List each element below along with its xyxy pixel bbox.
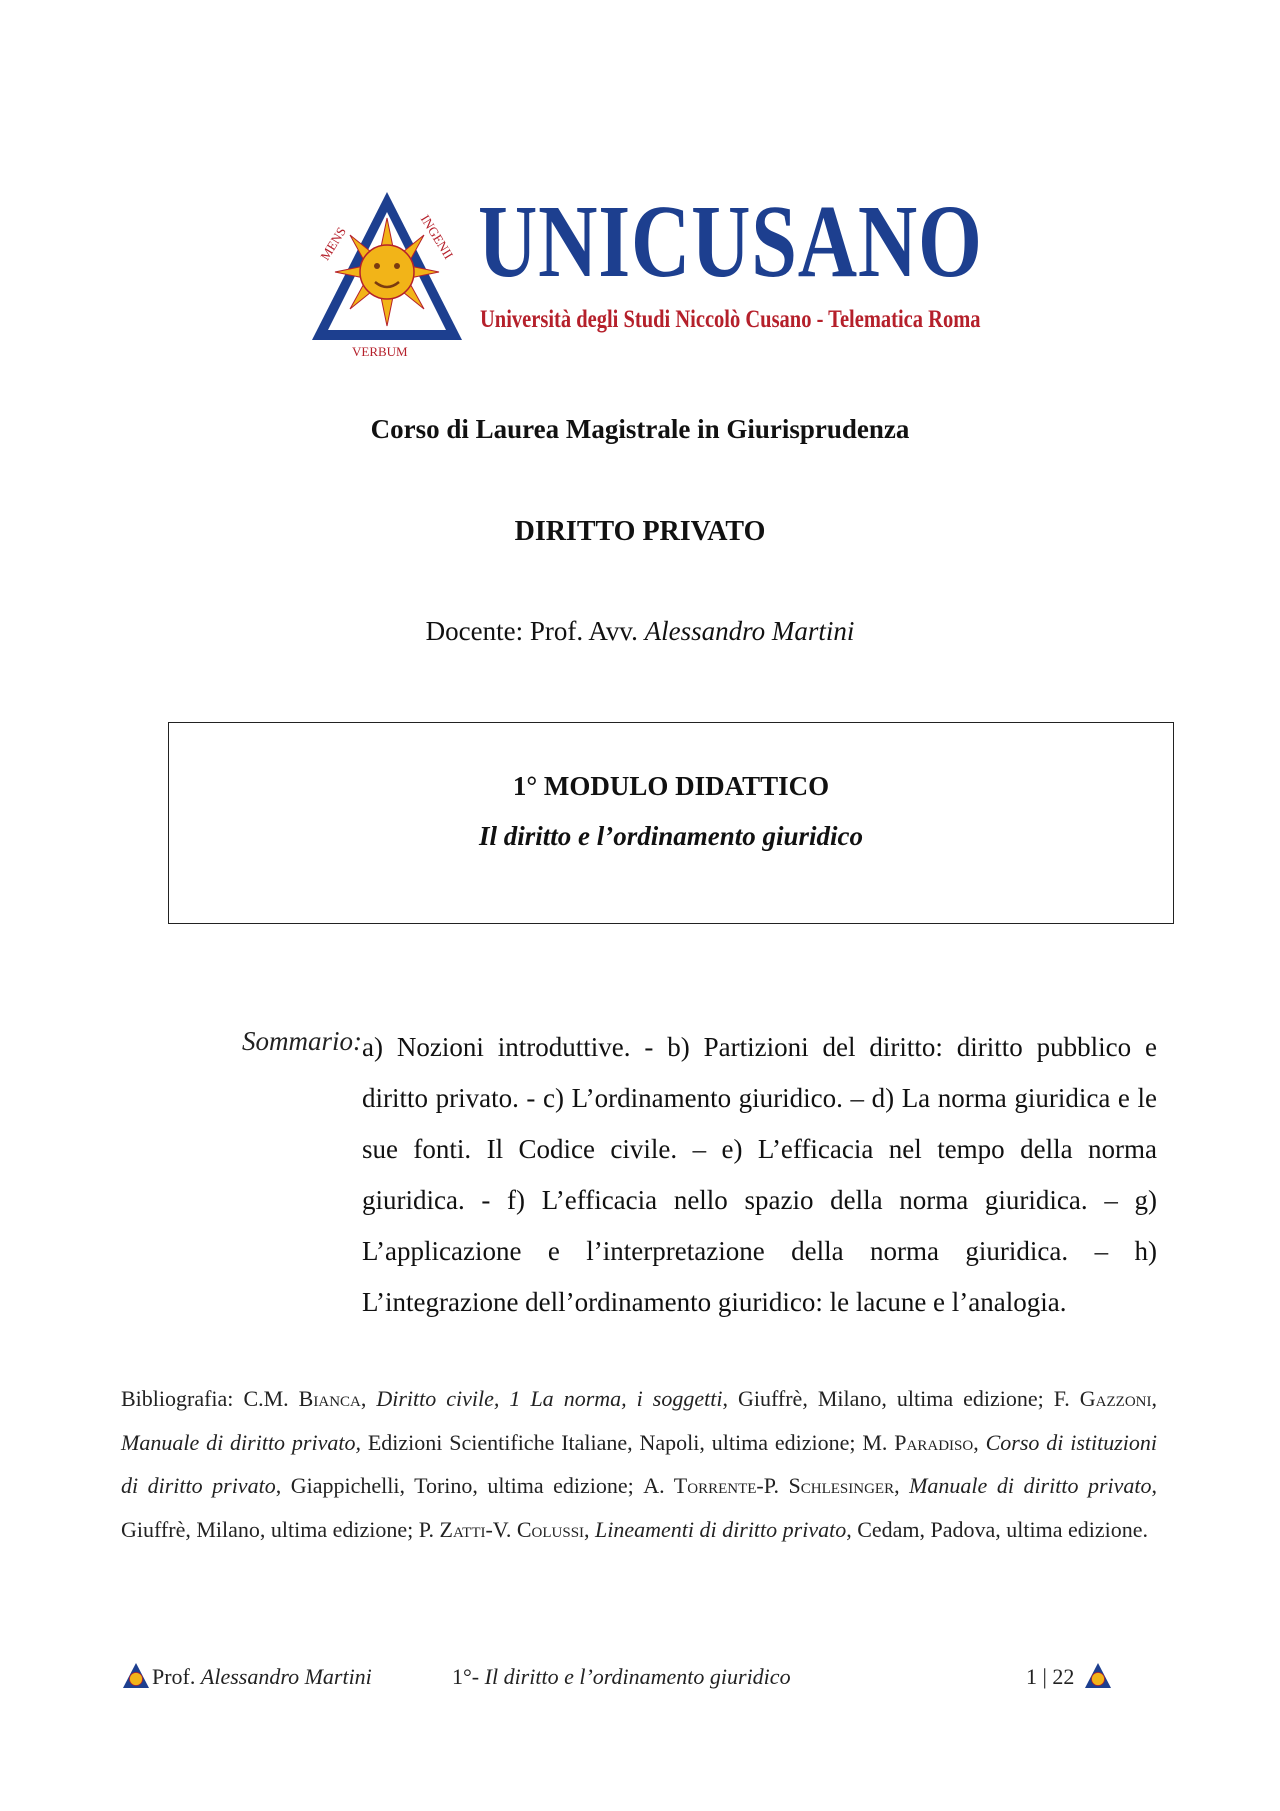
bib-author: F. Gazzoni xyxy=(1053,1386,1152,1411)
bib-author: P. Zatti-V. Colussi xyxy=(418,1516,585,1542)
teacher-prefix: Docente: Prof. Avv. xyxy=(425,616,638,646)
footer-author-prefix: Prof. xyxy=(152,1664,196,1689)
university-emblem-icon xyxy=(310,190,465,365)
bib-entry: A. Torrente-P. Schlesinger, Manuale di diritto privato, Giuffrè, Milano, ultima edizione; xyxy=(121,1473,1158,1542)
module-subtitle: Il diritto e l’ordinamento giuridico xyxy=(478,821,864,851)
bibliography xyxy=(121,1377,1157,1551)
emblem-icon xyxy=(122,1662,150,1690)
logo-subtitle: Università degli Studi Niccolò Cusano - Telematica Roma xyxy=(480,306,981,333)
bib-author: M. Paradiso xyxy=(862,1429,974,1455)
bibliography-label: Bibliografia: xyxy=(121,1386,234,1411)
bib-title: Diritto civile, 1 La norma, i soggetti xyxy=(376,1386,723,1411)
bib-rest: Cedam, Padova, ultima edizione. xyxy=(857,1516,1149,1542)
footer-module-title: Il diritto e l’ordinamento giuridico xyxy=(484,1664,791,1689)
module-box xyxy=(168,722,1174,924)
teacher-line xyxy=(0,616,1280,647)
page-number: 1 | 22 xyxy=(1026,1664,1075,1689)
bib-title: Manuale di diritto privato xyxy=(909,1473,1152,1498)
bib-rest: Giappichelli, Torino, ultima edizione; xyxy=(290,1473,634,1498)
footer-module-prefix: 1°- xyxy=(452,1664,480,1689)
svg-text:INGENII: INGENII xyxy=(417,211,457,262)
bib-author: C.M. Bianca xyxy=(243,1386,361,1411)
course-name: Corso di Laurea Magistrale in Giurisprudenza xyxy=(370,414,910,444)
footer-module xyxy=(452,1664,791,1690)
bib-title: Corso di istituzioni di diritto privato xyxy=(121,1429,1158,1498)
bib-title: Lineamenti di diritto privato xyxy=(595,1516,847,1542)
unicusano-logo xyxy=(310,184,1010,365)
bib-title: Manuale di diritto privato, xyxy=(121,1429,361,1455)
bib-rest: Edizioni Scientifiche Italiane, Napoli, ultima edizione; xyxy=(367,1429,856,1455)
svg-text:VERBUM: VERBUM xyxy=(352,344,408,359)
bib-rest: Giuffrè, Milano, ultima edizione; xyxy=(737,1386,1044,1411)
footer-author xyxy=(152,1664,372,1690)
svg-text:MENS: MENS xyxy=(317,224,350,263)
summary-text: a) Nozioni introduttive. - b) Partizioni del diritto: diritto pubblico e diritto privato. - c) L’ordinamento giuridico. – d) La norma giuridica e le sue fonti. Il Codice civile. – e) L’efficacia nel tempo della norma giuridica. - f) L’efficacia nello spazio della norma giuridica. – g) L’applicazione e l’interpretazione della norma giuridica. – h) L’integrazione dell’ordinamento giuridico: le lacune e l’analogia. xyxy=(362,1032,1157,1317)
bib-entry: C.M. Bianca, Diritto civile, 1 La norma, i soggetti, Giuffrè, Milano, ultima edizione; xyxy=(243,1386,1044,1411)
summary-label: Sommario: xyxy=(242,1026,362,1056)
module-title: 1° MODULO DIDATTICO xyxy=(512,771,830,801)
bib-entry: M. Paradiso, Corso di istituzioni di diritto privato, Giappichelli, Torino, ultima edizione; xyxy=(121,1429,1158,1498)
bib-author: A. Torrente-P. Schlesinger xyxy=(643,1473,895,1498)
logo-wordmark: UNICUSANO xyxy=(478,184,983,299)
emblem-icon xyxy=(1084,1662,1112,1690)
bib-entry: F. Gazzoni, Manuale di diritto privato, Edizioni Scientifiche Italiane, Napoli, ultima edizione; xyxy=(121,1386,1157,1455)
teacher-name: Alessandro Martini xyxy=(644,616,855,646)
footer-author-name: Alessandro Martini xyxy=(200,1664,372,1689)
subject-title: DIRITTO PRIVATO xyxy=(514,516,766,547)
bib-entry: P. Zatti-V. Colussi, Lineamenti di diritto privato, Cedam, Padova, ultima edizione. xyxy=(418,1516,1149,1542)
bib-rest: Giuffrè, Milano, ultima edizione; xyxy=(121,1516,414,1542)
page-footer xyxy=(0,1658,1280,1698)
